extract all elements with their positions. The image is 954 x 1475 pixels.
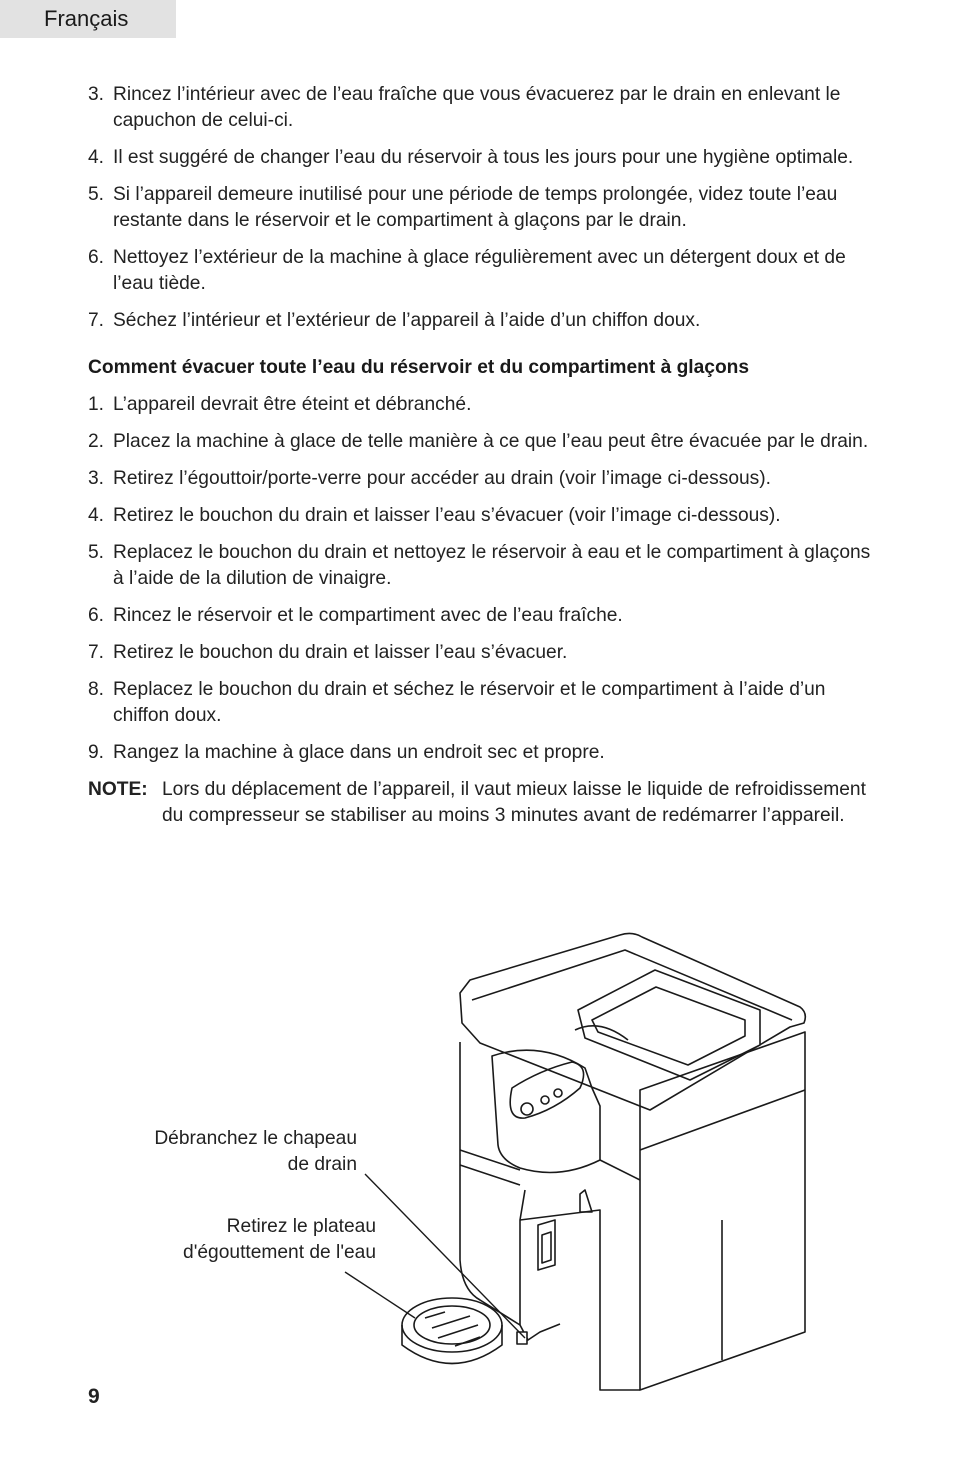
step-number: 7. [88,642,105,663]
callout-tray-line1: Retirez le plateau [226,1216,376,1237]
step-number: 4. [88,147,105,168]
note-label: NOTE: [88,779,148,800]
list-item [88,392,878,418]
drain-steps-list [88,392,878,766]
callout-cap-line2: de drain [287,1154,357,1175]
step-text: Rincez l’intérieur avec de l’eau fraîche que vous évacuerez par le drain en enlevant le capuchon de celui-ci. [113,84,841,131]
list-item [88,82,878,134]
step-text: Replacez le bouchon du drain et séchez le réservoir et le compartiment à l’aide d’un chiffon doux. [113,679,826,726]
language-tab: Français [0,0,176,38]
callout-drip-tray [120,1214,376,1266]
step-text: Retirez l’égouttoir/porte-verre pour accéder au drain (voir l’image ci-dessous). [113,468,771,489]
step-text: Séchez l’intérieur et l’extérieur de l’appareil à l’aide d’un chiffon doux. [113,310,701,331]
list-item [88,640,878,666]
step-number: 6. [88,247,105,268]
step-text: L’appareil devrait être éteint et débranché. [113,394,472,415]
step-text: Il est suggéré de changer l’eau du réservoir à tous les jours pour une hygiène optimale. [113,147,854,168]
step-text: Retirez le bouchon du drain et laisser l’eau s’évacuer (voir l’image ci-dessous). [113,505,781,526]
note-text: Lors du déplacement de l’appareil, il vaut mieux laisse le liquide de refroidissement du compresseur se stabiliser au moins 3 minutes avant de redémarrer l’appareil. [162,779,866,826]
page-number: 9 [88,1385,100,1408]
list-item [88,145,878,171]
ice-maker-illustration [0,920,954,1400]
list-item [88,466,878,492]
note-block [88,777,878,829]
callout-tray-line2: d'égouttement de l'eau [183,1242,376,1263]
list-item [88,503,878,529]
callout-drain-cap [100,1126,357,1178]
cleaning-steps-list [88,82,878,334]
step-text: Rangez la machine à glace dans un endroit sec et propre. [113,742,605,763]
step-text: Replacez le bouchon du drain et nettoyez le réservoir à eau et le compartiment à glaçons à l’aide de la dilution de vinaigre. [113,542,871,589]
step-number: 6. [88,605,105,626]
step-number: 4. [88,505,105,526]
step-text: Rincez le réservoir et le compartiment avec de l’eau fraîche. [113,605,623,626]
step-text: Si l’appareil demeure inutilisé pour une période de temps prolongée, videz toute l’eau restante dans le réservoir et le compartiment à glaçons par le drain. [113,184,838,231]
main-content [88,82,878,829]
callout-cap-line1: Débranchez le chapeau [154,1128,357,1149]
step-number: 2. [88,431,105,452]
list-item [88,182,878,234]
step-number: 3. [88,468,105,489]
section-heading: Comment évacuer toute l’eau du réservoir et du compartiment à glaçons [88,357,750,378]
list-item [88,603,878,629]
step-number: 1. [88,394,105,415]
step-number: 9. [88,742,105,763]
step-number: 5. [88,184,105,205]
step-number: 5. [88,542,105,563]
list-item [88,245,878,297]
step-text: Nettoyez l’extérieur de la machine à glace régulièrement avec un détergent doux et de l’eau tiède. [113,247,846,294]
list-item [88,540,878,592]
list-item [88,308,878,334]
list-item [88,677,878,729]
list-item [88,429,878,455]
list-item [88,740,878,766]
step-text: Retirez le bouchon du drain et laisser l’eau s’évacuer. [113,642,568,663]
step-text: Placez la machine à glace de telle manière à ce que l’eau peut être évacuée par le drain. [113,431,869,452]
step-number: 3. [88,84,105,105]
step-number: 8. [88,679,105,700]
step-number: 7. [88,310,105,331]
